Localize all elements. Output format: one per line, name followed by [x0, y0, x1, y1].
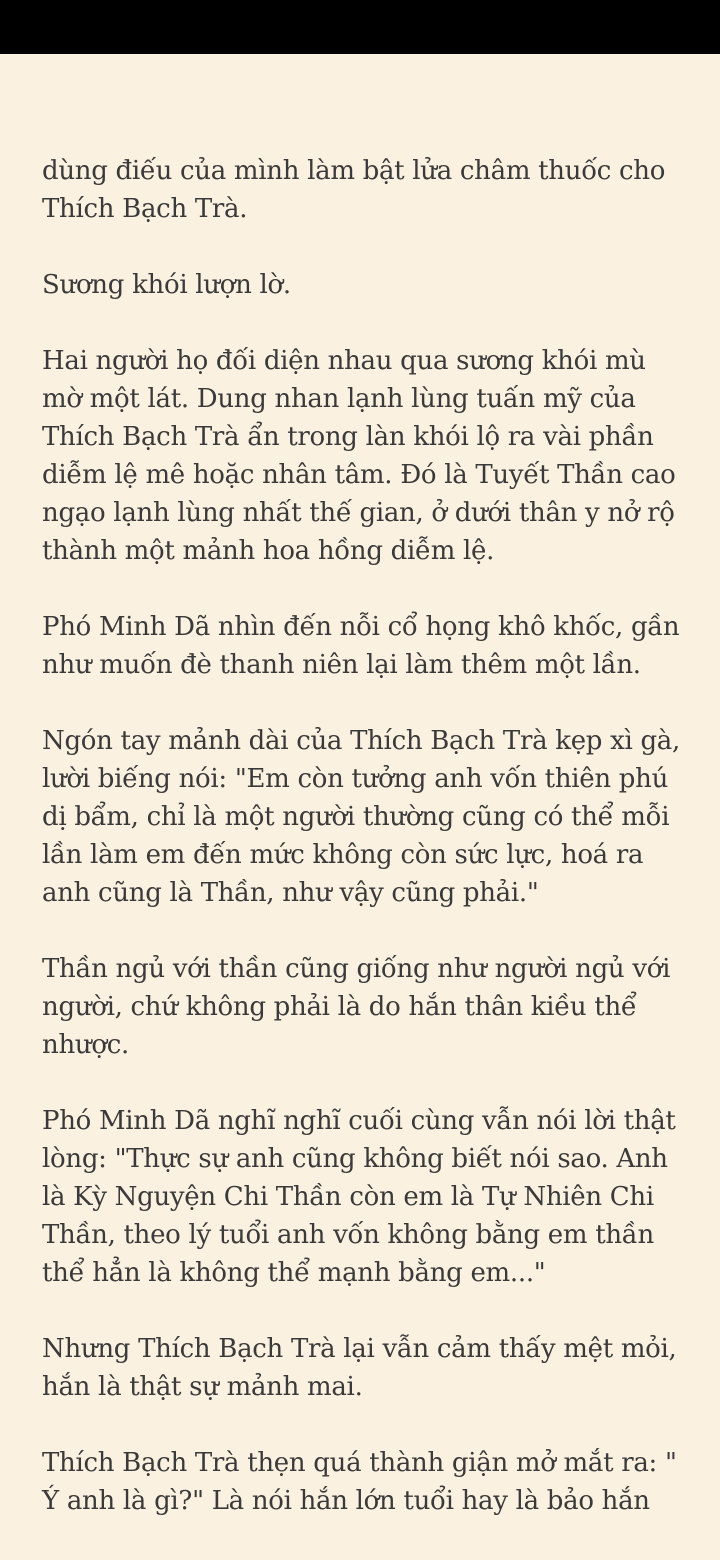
text-line: là Kỳ Nguyện Chi Thần còn em là Tự Nhiên Chi — [42, 1182, 654, 1212]
paragraph — [42, 1330, 682, 1406]
reader-page[interactable] — [0, 54, 720, 1560]
text-line: diễm lệ mê hoặc nhân tâm. Đó là Tuyết Thần cao — [42, 460, 676, 490]
text-line: Ý anh là gì?" Là nói hắn lớn tuổi hay là bảo hắn — [42, 1486, 650, 1516]
paragraph — [42, 1102, 682, 1292]
text-line: Thích Bạch Trà ẩn trong làn khói lộ ra vài phần — [42, 422, 654, 452]
paragraph — [42, 722, 682, 912]
text-line: Hai người họ đối diện nhau qua sương khói mù — [42, 346, 646, 376]
text-line: dị bẩm, chỉ là một người thường cũng có thể mỗi — [42, 802, 670, 832]
text-line: hắn là thật sự mảnh mai. — [42, 1372, 363, 1402]
text-line: như muốn đè thanh niên lại làm thêm một lần. — [42, 650, 641, 680]
text-line: Thần, theo lý tuổi anh vốn không bằng em thần — [42, 1220, 654, 1250]
paragraph — [42, 342, 682, 570]
text-line: lòng: "Thực sự anh cũng không biết nói sao. Anh — [42, 1144, 668, 1174]
paragraph — [42, 608, 682, 684]
text-line: lười biếng nói: "Em còn tưởng anh vốn thiên phú — [42, 764, 669, 794]
text-line: thể hẳn là không thể mạnh bằng em..." — [42, 1258, 546, 1288]
text-line: Ngón tay mảnh dài của Thích Bạch Trà kẹp xì gà, — [42, 726, 680, 756]
paragraph — [42, 266, 682, 304]
text-line: Phó Minh Dã nhìn đến nỗi cổ họng khô khốc, gần — [42, 612, 680, 642]
text-line: nhược. — [42, 1030, 129, 1060]
text-line: mờ một lát. Dung nhan lạnh lùng tuấn mỹ của — [42, 384, 636, 414]
text-line: dùng điếu của mình làm bật lửa châm thuốc cho — [42, 156, 666, 186]
text-line: Sương khói lượn lờ. — [42, 270, 291, 300]
text-line: ngạo lạnh lùng nhất thế gian, ở dưới thân y nở rộ — [42, 498, 675, 528]
text-line: anh cũng là Thần, như vậy cũng phải." — [42, 878, 539, 908]
paragraph — [42, 1444, 682, 1520]
text-line: Thần ngủ với thần cũng giống như người ngủ với — [42, 954, 671, 984]
text-line: người, chứ không phải là do hắn thân kiều thể — [42, 992, 637, 1022]
text-line: lần làm em đến mức không còn sức lực, hoá ra — [42, 840, 644, 870]
text-line: Nhưng Thích Bạch Trà lại vẫn cảm thấy mệt mỏi, — [42, 1334, 677, 1364]
chapter-text — [42, 152, 682, 1558]
text-line: thành một mảnh hoa hồng diễm lệ. — [42, 536, 495, 566]
text-line: Thích Bạch Trà. — [42, 194, 248, 224]
paragraph — [42, 950, 682, 1064]
text-line: Thích Bạch Trà thẹn quá thành giận mở mắt ra: " — [42, 1448, 677, 1478]
text-line: Phó Minh Dã nghĩ nghĩ cuối cùng vẫn nói lời thật — [42, 1106, 676, 1136]
status-bar — [0, 0, 720, 54]
paragraph — [42, 152, 682, 228]
